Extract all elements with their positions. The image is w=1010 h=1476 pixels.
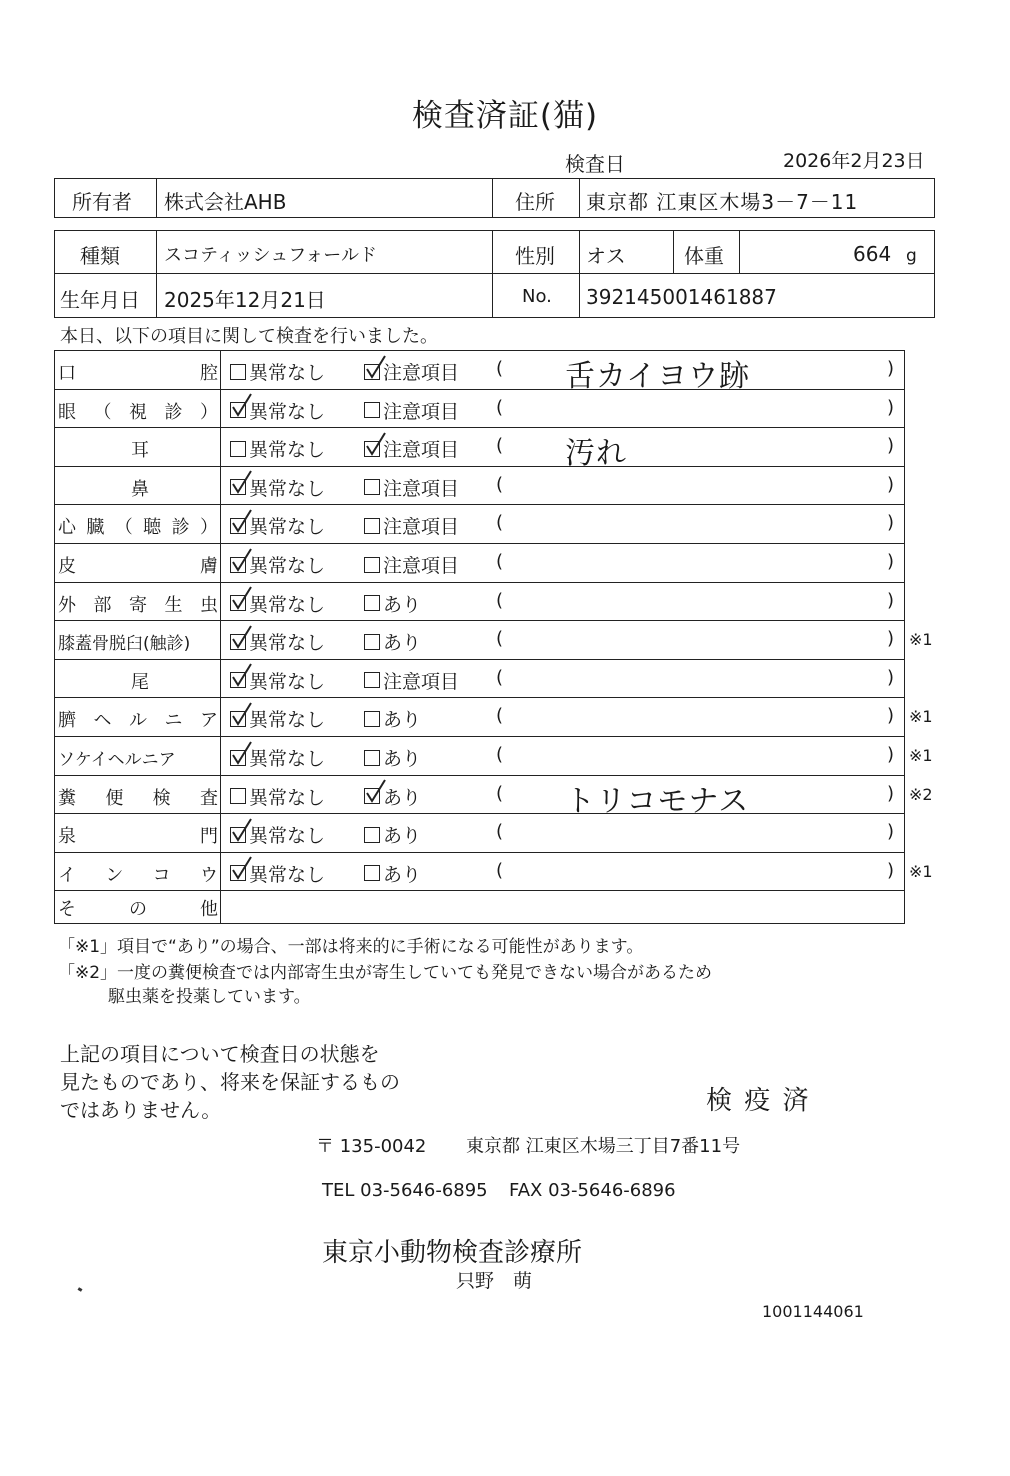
checkbox-icon[interactable]	[364, 788, 380, 804]
checkbox-icon[interactable]	[230, 518, 246, 534]
option-attention[interactable]: 注意項目	[364, 667, 459, 694]
paren-open: (	[496, 666, 504, 688]
option-attention[interactable]: あり	[364, 821, 421, 848]
option-normal[interactable]: 異常なし	[230, 860, 325, 887]
option-attention[interactable]: あり	[364, 590, 421, 617]
footnote-mark: ※1	[909, 746, 933, 765]
checkbox-icon[interactable]	[364, 827, 380, 843]
checklist-label: 鼻	[131, 478, 149, 500]
disclaimer-line-1: 上記の項目について検査日の状態を	[60, 1042, 380, 1066]
paren-open: (	[496, 589, 504, 611]
option-normal[interactable]: 異常なし	[230, 358, 325, 385]
no-value: 392145001461887	[586, 285, 777, 309]
dob-value: 2025年12月21日	[164, 288, 326, 312]
checkbox-icon[interactable]	[230, 865, 246, 881]
checklist-label: イ ン コ ウ	[58, 864, 218, 886]
checkbox-icon[interactable]	[230, 672, 246, 688]
checkbox-icon[interactable]	[364, 441, 380, 457]
option-attention[interactable]: 注意項目	[364, 474, 459, 501]
checkbox-icon[interactable]	[364, 750, 380, 766]
checkbox-icon[interactable]	[230, 788, 246, 804]
sex-label: 性別	[515, 244, 555, 268]
option-attention[interactable]: 注意項目	[364, 512, 459, 539]
note-2: 「※2」一度の糞便検査では内部寄生虫が寄生していても発見できない場合があるため	[58, 963, 713, 983]
owner-label: 所有者	[72, 190, 132, 214]
option-normal[interactable]: 異常なし	[230, 551, 325, 578]
checkbox-icon[interactable]	[230, 750, 246, 766]
checklist-label: 心 臓 （ 聴 診 ）	[58, 517, 218, 539]
footnote-mark: ※1	[909, 707, 933, 727]
handwritten-note: トリコモナス	[565, 783, 750, 819]
address-value: 東京都 江東区木場3－7－11	[586, 190, 859, 214]
checkbox-icon[interactable]	[364, 518, 380, 534]
checkbox-icon[interactable]	[364, 479, 380, 495]
paren-close: )	[887, 473, 895, 495]
paren-close: )	[887, 435, 895, 457]
option-normal[interactable]: 異常なし	[230, 397, 325, 424]
paren-open: (	[496, 744, 504, 765]
checklist-label: 眼 （ 視 診 ）	[58, 401, 218, 423]
paren-close: )	[887, 859, 895, 881]
option-normal[interactable]: 異常なし	[230, 628, 325, 655]
checkbox-icon[interactable]	[364, 865, 380, 881]
paren-open: (	[496, 705, 504, 727]
paren-close: )	[887, 396, 895, 418]
checkbox-icon[interactable]	[364, 595, 380, 611]
inspection-stamp: 検 疫 済	[706, 1086, 811, 1116]
owner-value: 株式会社AHB	[164, 190, 287, 214]
paren-open: (	[496, 551, 504, 572]
checkbox-icon[interactable]	[364, 634, 380, 650]
checklist-label: 耳	[131, 440, 149, 462]
paren-open: (	[496, 358, 504, 379]
no-label: No.	[522, 286, 552, 307]
option-attention[interactable]: あり	[364, 783, 421, 810]
option-attention[interactable]: あり	[364, 705, 421, 732]
clinic-fax: FAX 03-5646-6896	[509, 1180, 676, 1201]
option-normal[interactable]: 異常なし	[230, 744, 325, 771]
checkbox-icon[interactable]	[230, 441, 246, 457]
document-id: 1001144061	[762, 1302, 864, 1321]
checkbox-icon[interactable]	[364, 402, 380, 418]
paren-open: (	[496, 821, 504, 843]
paren-close: )	[887, 551, 895, 572]
dob-label: 生年月日	[60, 288, 140, 312]
note-1: 「※1」項目で“あり”の場合、一部は将来的に手術になる可能性があります。	[58, 937, 644, 957]
checklist-label: 泉 門	[58, 826, 218, 848]
checklist-label: 口 腔	[58, 363, 218, 384]
note-2-cont: 駆虫薬を投薬しています。	[108, 987, 311, 1007]
handwritten-note: 汚れ	[565, 436, 627, 472]
clinic-person: 只野 萌	[456, 1270, 533, 1292]
checklist-label: 糞 便 検 査	[58, 787, 218, 809]
paren-open: (	[496, 628, 504, 650]
inspection-date-label: 検査日	[565, 152, 625, 176]
option-attention[interactable]: 注意項目	[364, 358, 459, 385]
checkbox-icon[interactable]	[230, 479, 246, 495]
paren-close: )	[887, 705, 895, 727]
checkbox-icon[interactable]	[230, 827, 246, 843]
checkbox-icon[interactable]	[230, 402, 246, 418]
option-attention[interactable]: 注意項目	[364, 397, 459, 424]
other-label: そ の 他	[58, 899, 218, 920]
disclaimer-line-3: ではありません。	[60, 1098, 222, 1122]
checkbox-icon[interactable]	[230, 595, 246, 611]
checkbox-icon[interactable]	[364, 672, 380, 688]
checkbox-icon[interactable]	[230, 364, 246, 380]
option-attention[interactable]: あり	[364, 744, 421, 771]
paren-open: (	[496, 396, 504, 418]
checkbox-icon[interactable]	[230, 711, 246, 727]
option-attention[interactable]: あり	[364, 860, 421, 887]
weight-value: 664	[853, 242, 892, 266]
paren-open: (	[496, 782, 504, 804]
paren-close: )	[887, 744, 895, 765]
sex-value: オス	[586, 244, 626, 268]
option-normal[interactable]: 異常なし	[230, 474, 325, 501]
checklist-label: 臍 ヘ ル ニ ア	[58, 710, 218, 732]
option-attention[interactable]: 注意項目	[364, 435, 459, 462]
checklist-label: 尾	[131, 671, 149, 693]
ink-speck	[78, 1287, 83, 1292]
handwritten-note: 舌カイヨウ跡	[565, 359, 751, 394]
disclaimer-line-2: 見たものであり、将来を保証するもの	[60, 1070, 400, 1094]
kind-value: スコティッシュフォールド	[164, 245, 377, 266]
checklist-label: 外 部 寄 生 虫	[58, 594, 218, 616]
checklist-label: 皮 膚	[58, 556, 218, 577]
kind-label: 種類	[80, 244, 120, 268]
page-title: 検査済証(猫)	[411, 98, 599, 134]
option-normal[interactable]: 異常なし	[230, 667, 325, 694]
checkbox-icon[interactable]	[364, 711, 380, 727]
option-normal[interactable]: 異常なし	[230, 590, 325, 617]
checkbox-icon[interactable]	[230, 557, 246, 573]
paren-close: )	[887, 512, 895, 534]
clinic-tel: TEL 03-5646-6895	[322, 1180, 488, 1201]
inspection-date: 2026年2月23日	[783, 150, 925, 172]
paren-open: (	[496, 512, 504, 534]
checkbox-icon[interactable]	[230, 634, 246, 650]
paren-close: )	[887, 782, 895, 804]
weight-unit: g	[906, 246, 917, 266]
paren-close: )	[887, 666, 895, 688]
checkbox-icon[interactable]	[364, 557, 380, 573]
checklist-label: ソケイヘルニア	[58, 750, 176, 770]
checklist-label: 膝蓋骨脱臼(触診)	[58, 634, 191, 655]
option-normal[interactable]: 異常なし	[230, 821, 325, 848]
address-label: 住所	[515, 190, 555, 214]
checkbox-icon[interactable]	[364, 364, 380, 380]
footnote-mark: ※2	[909, 784, 933, 804]
option-normal[interactable]: 異常なし	[230, 435, 325, 462]
paren-close: )	[887, 821, 895, 843]
option-normal[interactable]: 異常なし	[230, 512, 325, 539]
footnote-mark: ※1	[909, 861, 933, 881]
postal-code: 〒 135-0042	[316, 1136, 427, 1157]
paren-open: (	[496, 859, 504, 881]
option-attention[interactable]: 注意項目	[364, 551, 459, 578]
paren-close: )	[887, 358, 895, 379]
intro-text: 本日、以下の項目に関して検査を行いました。	[60, 326, 438, 347]
paren-open: (	[496, 435, 504, 457]
clinic-name: 東京小動物検査診療所	[322, 1238, 583, 1268]
option-normal[interactable]: 異常なし	[230, 705, 325, 732]
paren-close: )	[887, 628, 895, 650]
footnote-mark: ※1	[909, 630, 933, 650]
paren-open: (	[496, 473, 504, 495]
weight-label: 体重	[684, 244, 724, 268]
option-attention[interactable]: あり	[364, 628, 421, 655]
clinic-address: 東京都 江東区木場三丁目7番11号	[466, 1136, 741, 1157]
paren-close: )	[887, 589, 895, 611]
option-normal[interactable]: 異常なし	[230, 783, 325, 810]
